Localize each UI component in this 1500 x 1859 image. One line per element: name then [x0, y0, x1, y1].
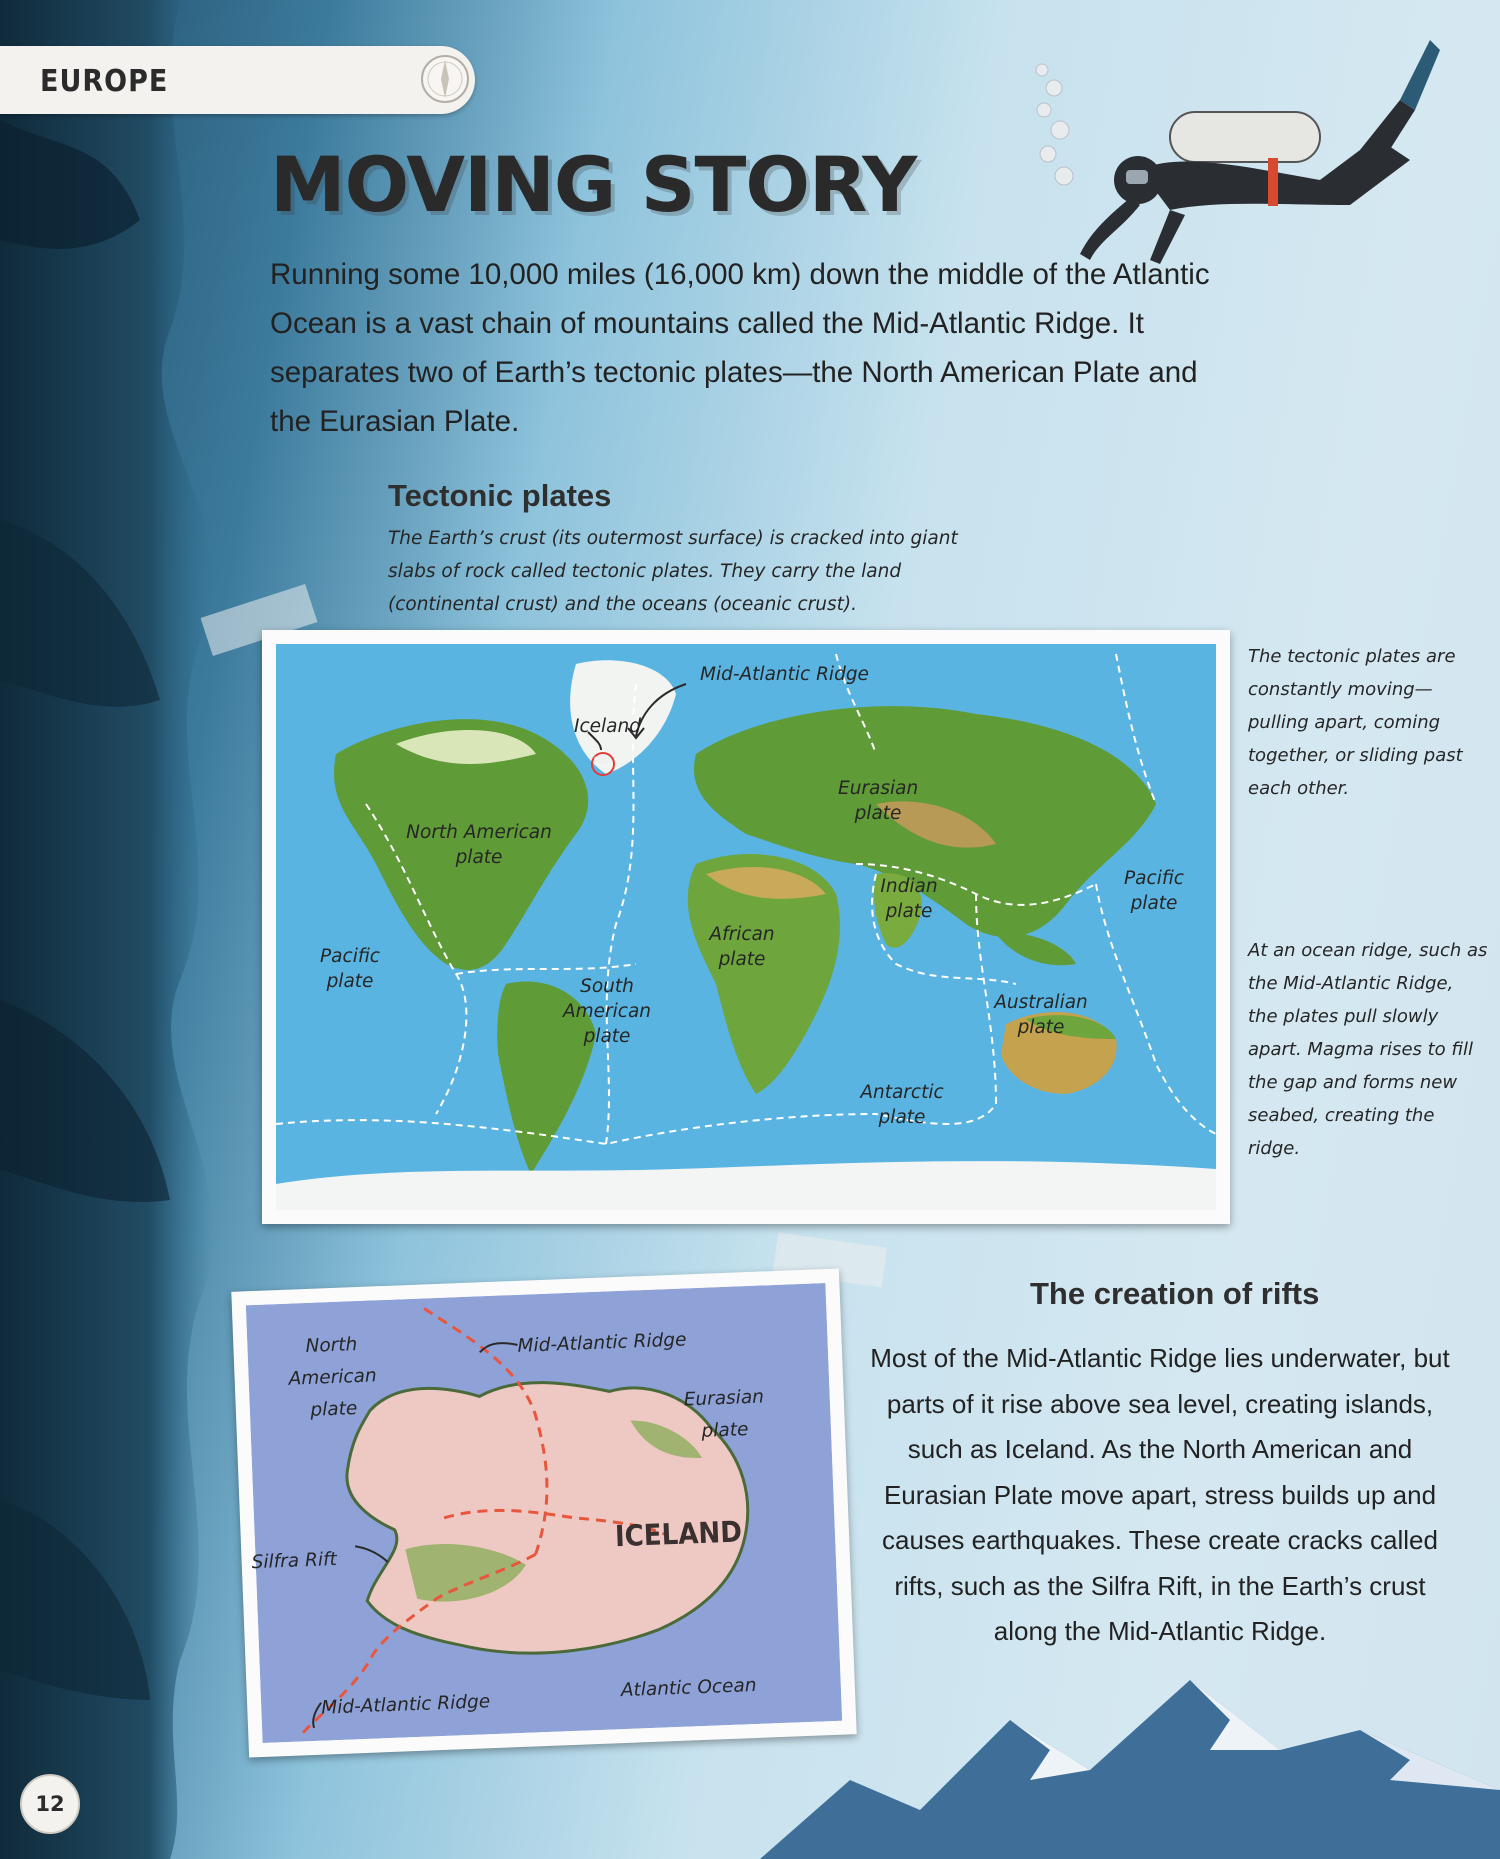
label-mid-atlantic-ridge: Mid-Atlantic Ridge — [700, 664, 869, 685]
page-number: 12 — [20, 1774, 80, 1834]
label-north-american-plate-iceland: North American plate — [288, 1334, 378, 1421]
label-australian-plate: Australian plate — [994, 992, 1088, 1038]
label-ridge-bottom: Mid-Atlantic Ridge — [320, 1691, 491, 1719]
side-note-moving-plates: The tectonic plates are constantly moving—pulling apart, coming together, or sliding past each other. — [1248, 646, 1463, 799]
iceland-name: ICELAND — [614, 1514, 743, 1554]
region-label: EUROPE — [40, 64, 169, 99]
label-ridge-top: Mid-Atlantic Ridge — [517, 1329, 687, 1357]
compass-icon — [418, 52, 472, 106]
scuba-diver-illustration — [1020, 30, 1440, 280]
mountain-illustration — [760, 1660, 1500, 1859]
label-antarctic-plate: Antarctic plate — [860, 1082, 944, 1128]
label-eurasian-plate-iceland: Eurasian plate — [683, 1386, 765, 1442]
label-north-american-plate: North American plate — [406, 822, 552, 868]
world-map-card — [262, 630, 1230, 1224]
label-iceland: Iceland — [574, 716, 641, 737]
label-atlantic-ocean: Atlantic Ocean — [620, 1674, 757, 1702]
iceland-map-card — [231, 1269, 856, 1758]
section-tab — [0, 46, 475, 114]
label-african-plate: African plate — [709, 924, 775, 970]
label-eurasian-plate: Eurasian plate — [838, 778, 919, 824]
intro-paragraph: Running some 10,000 miles (16,000 km) down the middle of the Atlantic Ocean is a vast chain of mountains called the Mid-Atlantic Ridge. It separates two of Earth’s tectonic plates—the North American Plate and the Eurasian Plate. — [270, 258, 1210, 438]
label-pacific-plate-east: Pacific plate — [1124, 868, 1184, 914]
tectonic-plates-heading: Tectonic plates — [388, 478, 612, 513]
tectonic-plates-body: The Earth’s crust (its outermost surface) is cracked into giant slabs of rock called tectonic plates. They carry the land (continental crust) and the oceans (oceanic crust). — [388, 528, 958, 615]
page-title: MOVING STORY — [270, 140, 917, 229]
label-indian-plate: Indian plate — [880, 876, 938, 922]
label-silfra-rift: Silfra Rift — [251, 1548, 338, 1574]
label-pacific-plate-west: Pacific plate — [320, 946, 380, 992]
side-note-ocean-ridge: At an ocean ridge, such as the Mid-Atlantic Ridge, the plates pull slowly apart. Magma rises to fill the gap and forms new seabed, creating the ridge. — [1248, 940, 1488, 1159]
rifts-heading: The creation of rifts — [1030, 1276, 1320, 1311]
label-south-american-plate: South American plate — [562, 976, 652, 1047]
rifts-body: Most of the Mid-Atlantic Ridge lies underwater, but parts of it rise above sea level, creating islands, such as Iceland. As the North American and Eurasian Plate move apart, stress builds up and causes earthquakes. These create cracks called rifts, such as the Silfra Rift, in the Earth’s crust along the Mid-Atlantic Ridge. — [870, 1343, 1450, 1646]
